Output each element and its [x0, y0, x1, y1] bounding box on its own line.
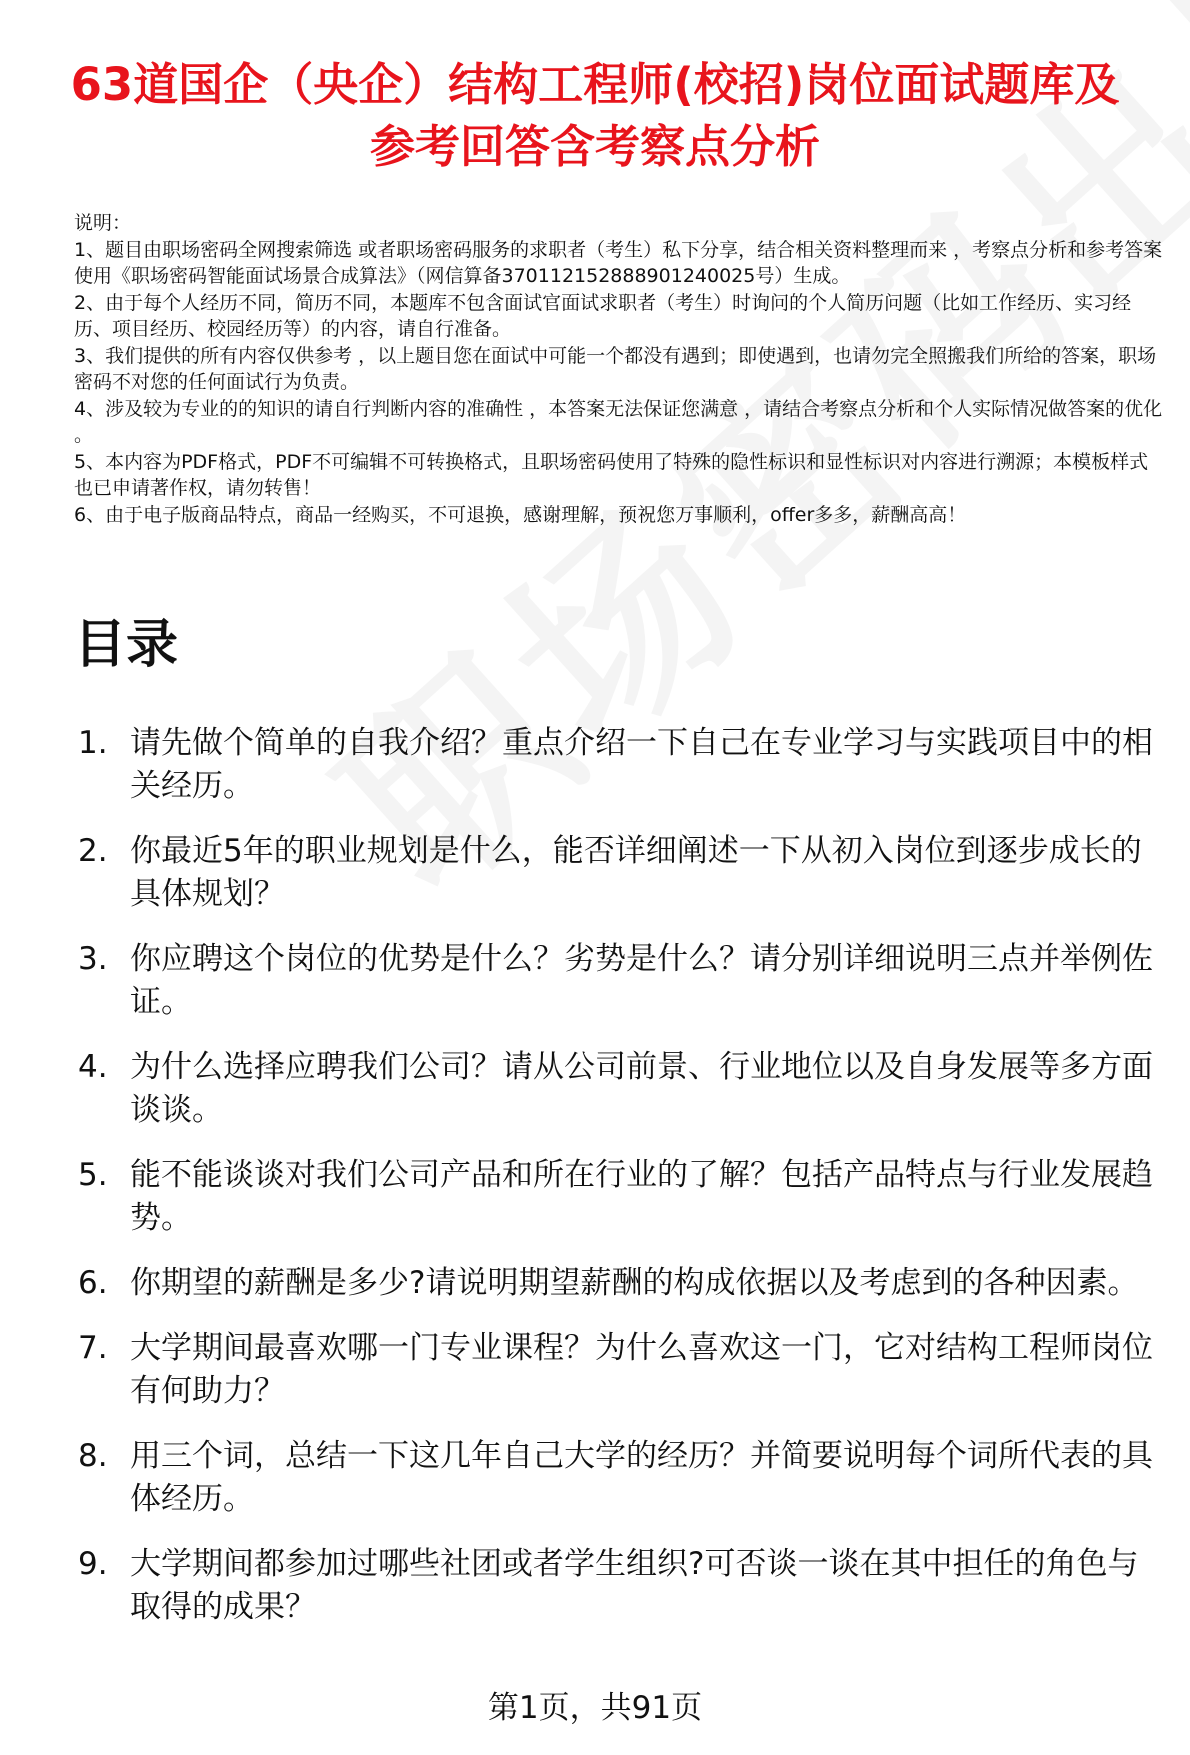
page-title: 63道国企（央企）结构工程师(校招)岗位面试题库及参考回答含考察点分析: [70, 58, 1120, 173]
toc-item-text: 你期望的薪酬是多少?请说明期望薪酬的构成依据以及考虑到的各种因素。: [130, 1265, 1139, 1301]
toc-item-number: 4.: [78, 1049, 108, 1085]
toc-item-text: 你最近5年的职业规划是什么，能否详细阐述一下从初入岗位到逐步成长的具体规划？: [130, 833, 1142, 912]
toc-item[interactable]: [74, 1046, 1164, 1132]
note-item: 2、由于每个人经历不同，简历不同，本题库不包含面试官面试求职者（考生）时询问的个人简历问题（比如工作经历、实习经历、项目经历、校园经历等）的内容，请自行准备。: [74, 291, 1132, 340]
note-item: 6、由于电子版商品特点，商品一经购买，不可退换，感谢理解，预祝您万事顺利，offer多多，薪酬高高！: [74, 503, 967, 526]
note-item: 3、我们提供的所有内容仅供参考 ，以上题目您在面试中可能一个都没有遇到；即使遇到，也请勿完全照搬我们所给的答案，职场密码不对您的任何面试行为负责。: [74, 344, 1157, 393]
toc-item-text: 能不能谈谈对我们公司产品和所在行业的了解？包括产品特点与行业发展趋势。: [130, 1157, 1153, 1236]
toc-item-number: 1.: [78, 725, 108, 761]
toc-item-number: 5.: [78, 1157, 108, 1193]
toc-item-number: 9.: [78, 1546, 108, 1582]
toc-item-number: 2.: [78, 833, 108, 869]
toc-item[interactable]: [74, 1543, 1164, 1629]
note-item: 5、本内容为PDF格式，PDF不可编辑不可转换格式，且职场密码使用了特殊的隐性标识和显性标识对内容进行溯源；本模板样式也已申请著作权，请勿转售！: [74, 450, 1149, 499]
toc-item-text: 为什么选择应聘我们公司？请从公司前景、行业地位以及自身发展等多方面谈谈。: [130, 1049, 1153, 1128]
toc-list: [74, 722, 1164, 1651]
toc-item-text: 你应聘这个岗位的优势是什么？劣势是什么？请分别详细说明三点并举例佐证。: [130, 941, 1153, 1020]
toc-item[interactable]: [74, 938, 1164, 1024]
toc-item-text: 请先做个简单的自我介绍？重点介绍一下自己在专业学习与实践项目中的相关经历。: [130, 725, 1153, 804]
toc-item-text: 大学期间最喜欢哪一门专业课程？为什么喜欢这一门，它对结构工程师岗位有何助力？: [130, 1330, 1153, 1409]
toc-item-number: 3.: [78, 941, 108, 977]
toc-heading: 目录: [74, 615, 179, 675]
notes-block: [74, 210, 1164, 528]
toc-item-text: 大学期间都参加过哪些社团或者学生组织?可否谈一谈在其中担任的角色与取得的成果？: [130, 1546, 1139, 1625]
toc-item[interactable]: [74, 722, 1164, 808]
toc-item[interactable]: [74, 1154, 1164, 1240]
toc-item[interactable]: [74, 1435, 1164, 1521]
toc-item[interactable]: [74, 1262, 1164, 1305]
toc-item[interactable]: [74, 830, 1164, 916]
note-item: 1、题目由职场密码全网搜索筛选 或者职场密码服务的求职者（考生）私下分享，结合相关资料整理而来 ，考察点分析和参考答案使用《职场密码智能面试场景合成算法》（网信算备370112152888901240025号）生成。: [74, 238, 1163, 287]
note-item: 4、涉及较为专业的的知识的请自行判断内容的准确性 ，本答案无法保证您满意 ，请结合考察点分析和个人实际情况做答案的优化 。: [74, 397, 1163, 446]
page-number-footer: 第1页，共91页: [487, 1690, 703, 1726]
toc-item[interactable]: [74, 1327, 1164, 1413]
toc-item-number: 8.: [78, 1438, 108, 1474]
toc-item-number: 7.: [78, 1330, 108, 1366]
toc-item-number: 6.: [78, 1265, 108, 1301]
toc-item-text: 用三个词，总结一下这几年自己大学的经历？并简要说明每个词所代表的具体经历。: [130, 1438, 1153, 1517]
notes-heading: 说明：: [74, 212, 132, 234]
